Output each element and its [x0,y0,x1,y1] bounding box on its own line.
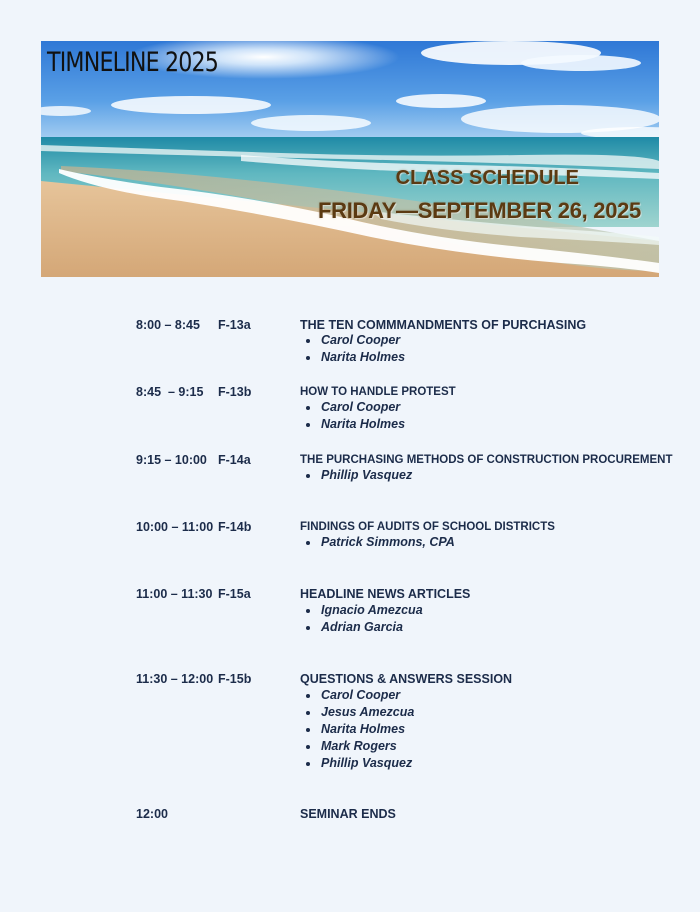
speaker-list [300,687,414,772]
speaker [300,416,405,433]
speaker-name: Ignacio Amezcua [321,603,423,617]
beach-banner [41,41,659,277]
session-code: F-13a [218,318,251,332]
session-title: SEMINAR ENDS [300,807,396,821]
speaker-list [300,602,423,636]
speaker-name: Carol Cooper [321,333,401,347]
speaker [300,332,405,349]
speaker [300,619,423,636]
speaker-name: Jesus Amezcua [321,705,415,719]
session-title: HEADLINE NEWS ARTICLES [300,587,471,601]
speaker-name: Phillip Vasquez [321,468,413,482]
session-time: 11:30 – 12:00 [136,672,214,686]
bullet-icon [306,356,310,360]
bullet-icon [306,423,310,427]
speaker-name: Narita Holmes [321,722,406,736]
speaker-list [300,534,455,551]
bullet-icon [306,626,310,630]
speaker [300,467,412,484]
speaker [300,704,414,721]
session-time: 8:00 – 8:45 [136,318,200,332]
speaker-name: Narita Holmes [321,417,406,431]
speaker [300,721,414,738]
speaker [300,349,405,366]
banner-title: TIMNELINE 2025 [47,47,219,78]
speaker [300,687,414,704]
speaker-name: Carol Cooper [321,400,401,414]
speaker-name: Adrian Garcia [321,620,403,634]
bullet-icon [306,609,310,613]
session-time: 12:00 [136,807,168,821]
bullet-icon [306,711,310,715]
session-title: QUESTIONS & ANSWERS SESSION [300,672,513,686]
bullet-icon [306,762,310,766]
bullet-icon [306,541,310,545]
session-title: FINDINGS OF AUDITS OF SCHOOL DISTRICTS [300,521,555,533]
speaker-name: Patrick Simmons, CPA [321,535,455,549]
speaker-name: Phillip Vasquez [321,756,413,770]
speaker [300,755,414,772]
session-time: 9:15 – 10:00 [136,453,207,467]
speaker-list [300,399,405,433]
session-code: F-13b [218,385,252,399]
speaker [300,534,455,551]
banner-heading-block [318,165,641,225]
speaker-list [300,467,412,484]
bullet-icon [306,406,310,410]
class-schedule-heading: CLASS SCHEDULE [395,167,579,189]
speaker-name: Narita Holmes [321,350,406,364]
bullet-icon [306,745,310,749]
session-time: 10:00 – 11:00 [136,520,214,534]
bullet-icon [306,728,310,732]
session-time: 8:45 – 9:15 [136,385,204,399]
session-code: F-15a [218,587,251,601]
session-code: F-15b [218,672,252,686]
session-time: 11:00 – 11:30 [136,587,213,601]
schedule-date: FRIDAY—SEPTEMBER 26, 2025 [317,198,641,223]
speaker [300,738,414,755]
session-title: THE PURCHASING METHODS OF CONSTRUCTION PROCUREMENT [300,454,673,466]
speaker [300,399,405,416]
session-title: THE TEN COMMMANDMENTS OF PURCHASING [300,318,587,332]
speaker-name: Carol Cooper [321,688,401,702]
bullet-icon [306,474,310,478]
session-code: F-14b [218,520,252,534]
speaker-list [300,332,405,366]
speaker [300,602,423,619]
bullet-icon [306,339,310,343]
speaker-name: Mark Rogers [321,739,397,753]
bullet-icon [306,694,310,698]
session-title: HOW TO HANDLE PROTEST [300,386,456,398]
session-code: F-14a [218,453,251,467]
